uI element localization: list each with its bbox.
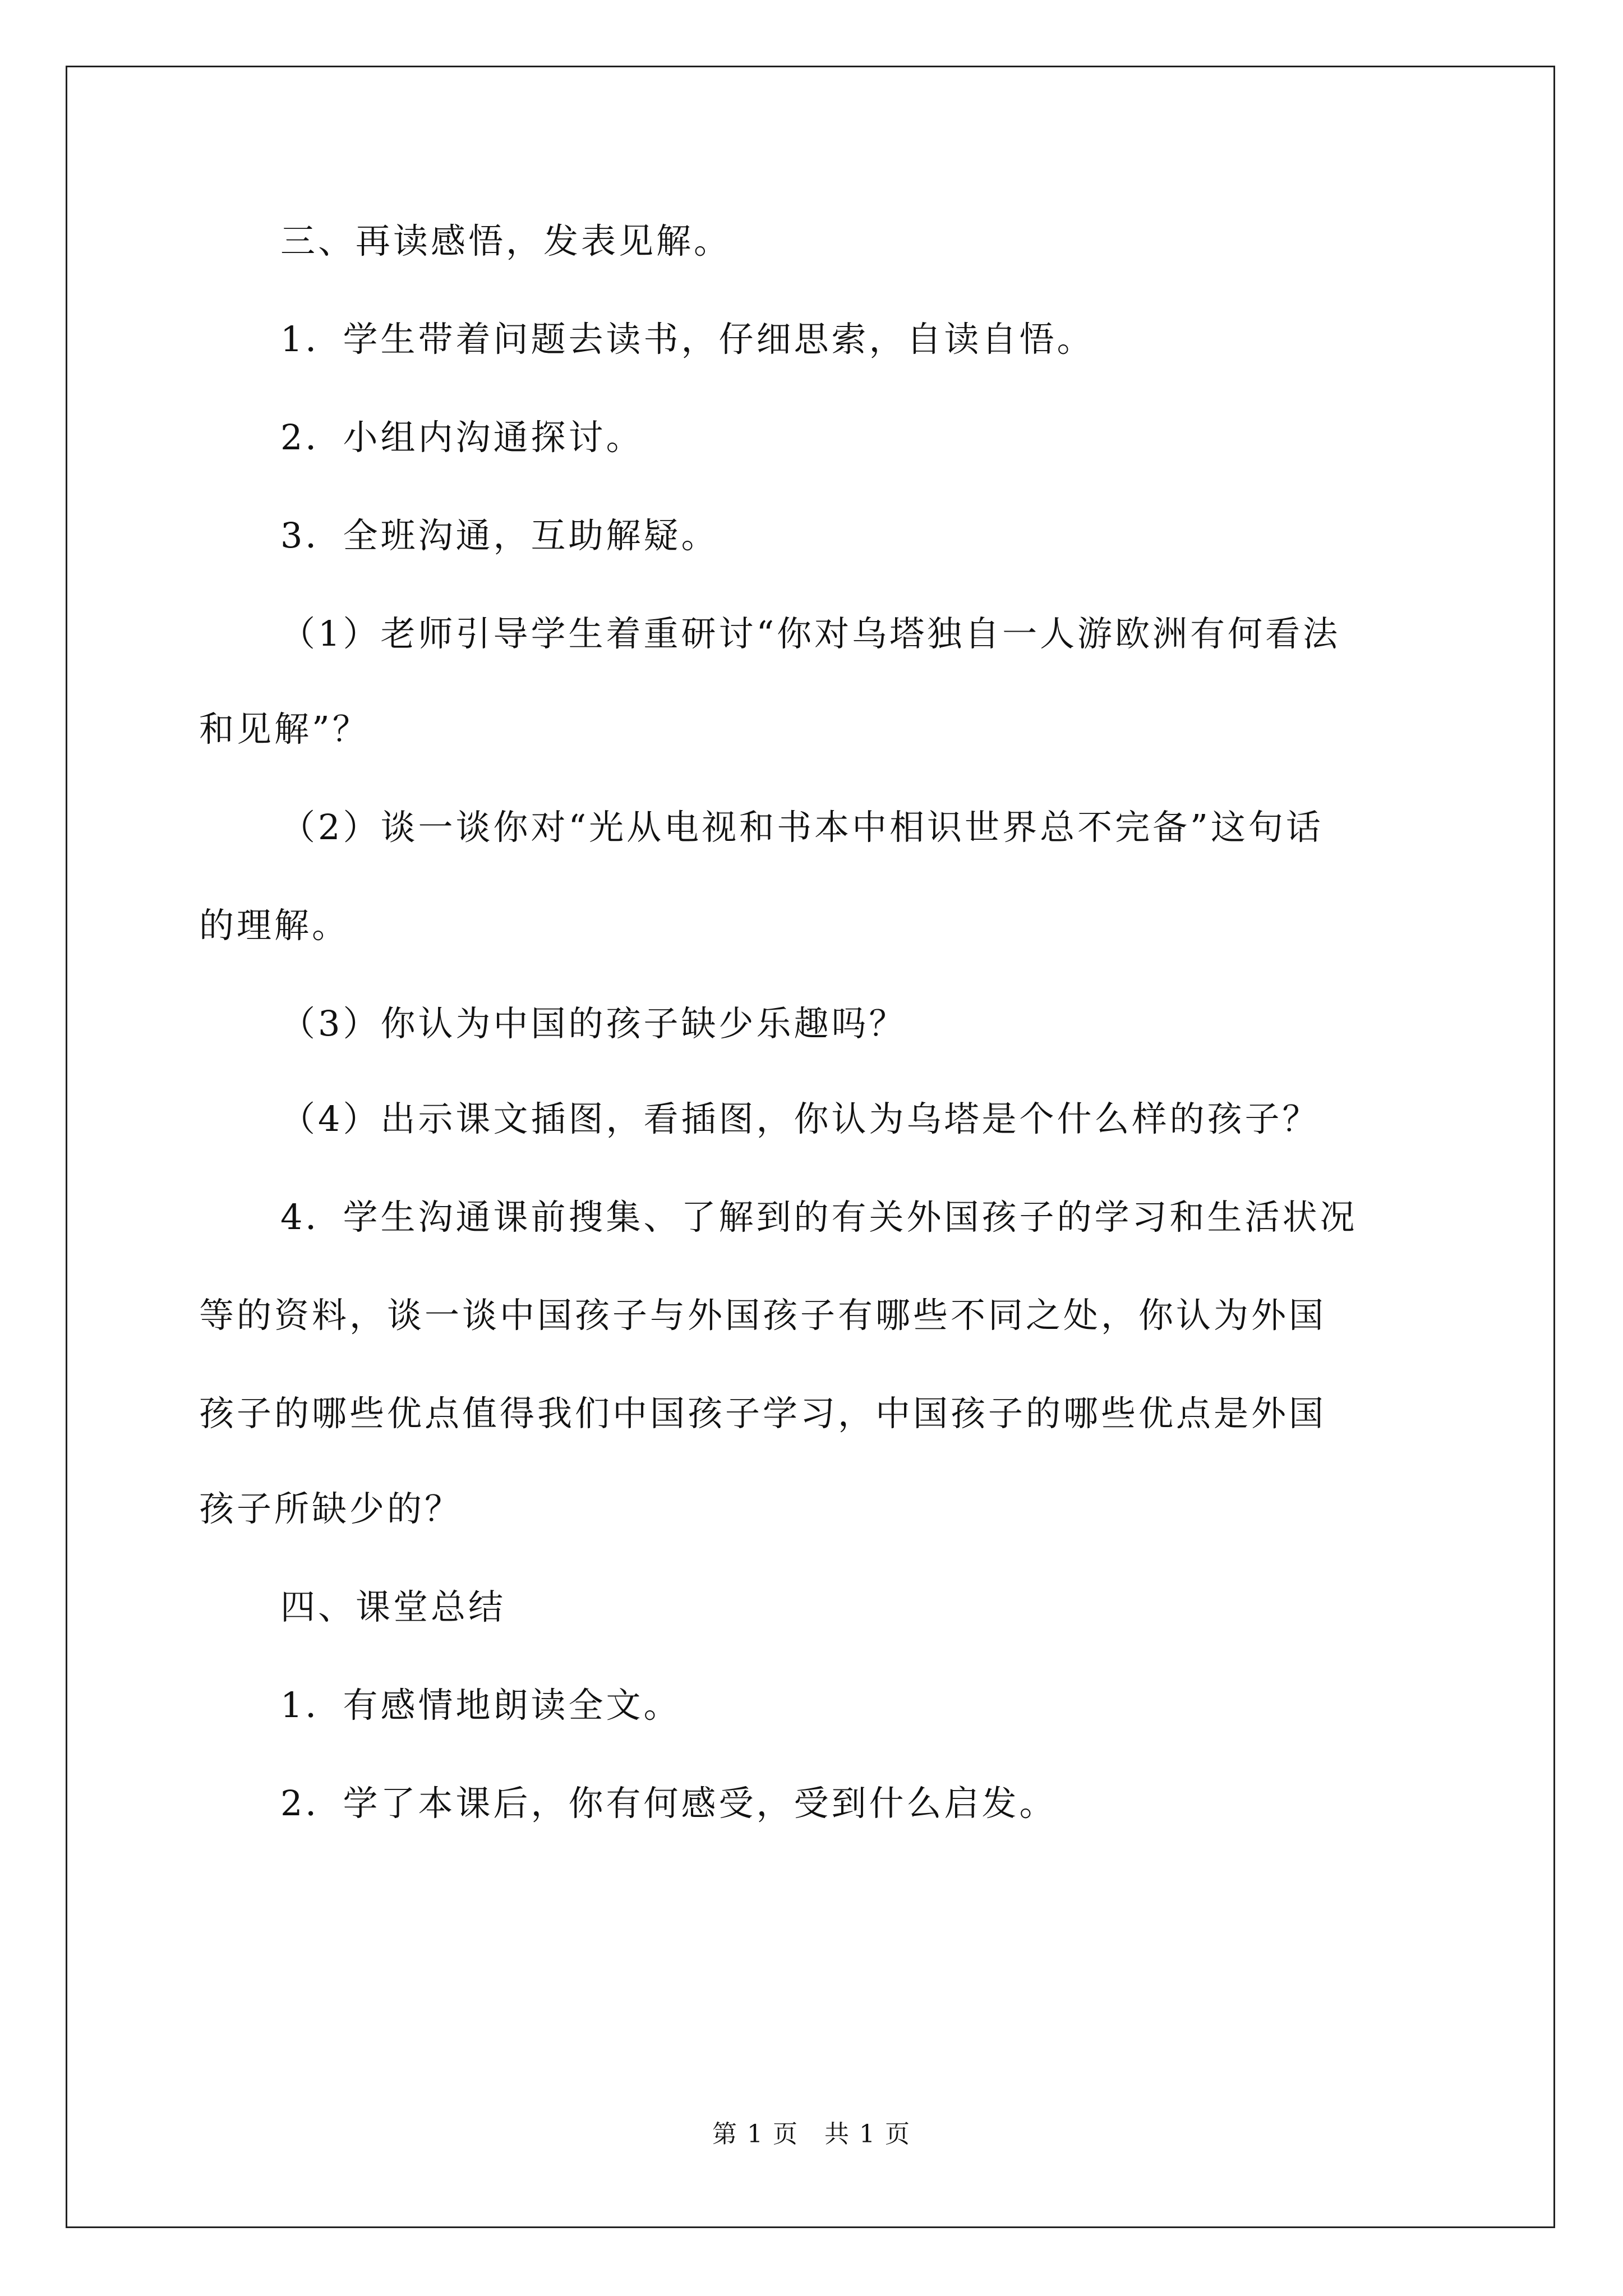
paragraph-line: 2．小组内沟通探讨。 — [280, 417, 644, 458]
paragraph-line: 3．全班沟通，互助解疑。 — [280, 515, 719, 556]
paragraph-line: （1）老师引导学生着重研讨“你对乌塔独自一人游欧洲有何看法 — [280, 613, 1341, 654]
paragraph-line: 1．学生带着问题去读书，仔细思索，自读自悟。 — [280, 319, 1095, 360]
paragraph-line: （2）谈一谈你对“光从电视和书本中相识世界总不完备”这句话 — [280, 807, 1324, 848]
paragraph-line: 的理解。 — [199, 905, 350, 946]
paragraph-line: 和见解”？ — [199, 708, 370, 749]
paragraph-line: 1．有感情地朗读全文。 — [280, 1685, 681, 1726]
paragraph-line: 2．学了本课后，你有何感受，受到什么启发。 — [280, 1783, 1057, 1824]
section-heading-4: 四、课堂总结 — [280, 1586, 506, 1627]
paragraph-line: 孩子的哪些优点值得我们中国孩子学习，中国孩子的哪些优点是外国 — [199, 1393, 1327, 1434]
page-footer: 第 1 页 共 1 页 — [712, 2120, 911, 2148]
paragraph-line: （4）出示课文插图，看插图，你认为乌塔是个什么样的孩子？ — [280, 1098, 1320, 1139]
paragraph-line: 等的资料，谈一谈中国孩子与外国孩子有哪些不同之处，你认为外国 — [199, 1295, 1327, 1336]
section-heading-3: 三、再读感悟，发表见解。 — [280, 220, 732, 261]
page-border — [66, 66, 1555, 2228]
paragraph-line: 孩子所缺少的？ — [199, 1488, 463, 1529]
paragraph-line: （3）你认为中国的孩子缺少乐趣吗？ — [280, 1003, 907, 1044]
paragraph-line: 4．学生沟通课前搜集、了解到的有关外国孩子的学习和生活状况 — [280, 1197, 1358, 1237]
